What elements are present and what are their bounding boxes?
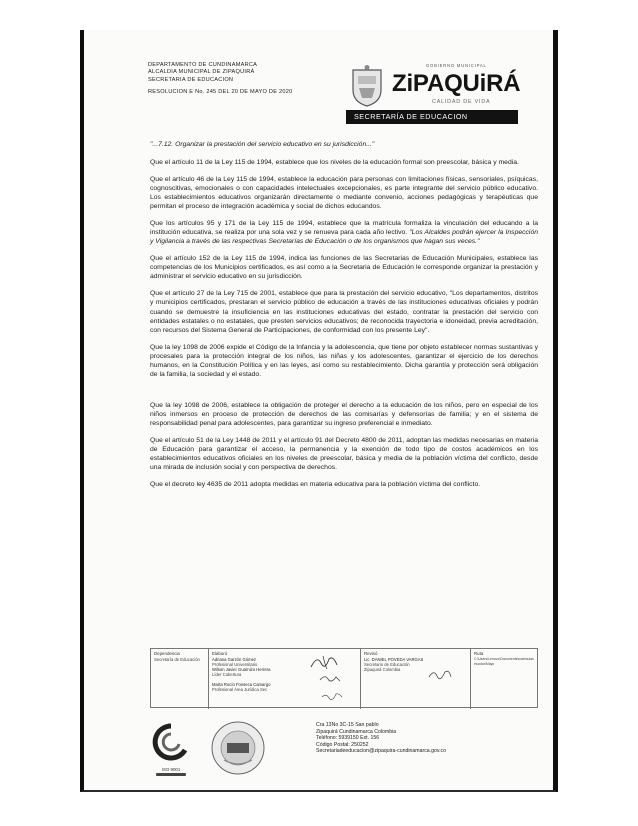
logo-tagline: CALIDAD DE VIDA: [432, 99, 491, 105]
handwritten-signature-icon: [319, 673, 341, 683]
signature-table: [150, 648, 538, 708]
dependencia-header: Dependencia: [154, 651, 180, 656]
handwritten-signature-icon: [321, 691, 343, 701]
signer-name: Adriana Garzón Gómez: [212, 657, 256, 662]
logo-superscript: GOBIERNO MUNICIPAL: [426, 63, 487, 68]
header-institution: [148, 62, 348, 95]
signer-role: Profesional Universitario: [212, 662, 258, 667]
paragraph: [150, 219, 538, 246]
reviewer-name: Lic. DANIEL POVEDA VARGAS: [364, 657, 424, 662]
handwritten-signature-icon: [309, 653, 339, 671]
org-line-3: SECRETARIA DE EDUCACION: [148, 76, 234, 83]
reviewer-role: Secretario de Educación: [364, 662, 410, 667]
signer-role: Líder Cobertura: [212, 672, 242, 677]
postal-code-line: Código Postal: 250252: [316, 741, 369, 748]
paragraph: Que el artículo 46 de la Ley 115 de 1994, establece la educación para personas con limitaciones físicas, sensoriales, psíquicas, cognoscitivas, emocionales o con capacidades intelectuales excepcionales, es parte integrante del servicio público educativo. Los establecimientos educativos organizarán directamente o mediante convenio, acciones pedagógicas y terapéuticas que permitan el proceso de integración académica y social de dichos educandos.: [150, 175, 538, 211]
dependencia-text: Secretaría de Educación: [154, 657, 200, 662]
coat-of-arms-icon: [350, 64, 384, 108]
paragraph: Que la ley 1098 de 2006, establece la obligación de proteger el derecho a la educación de los niños, pero en especial de los niños inmersos en proceso de protección de derechos de las comisarías y defensorías de familia; y en el sistema de responsabilidad penal para adolescentes, para garantizar su ingreso preferencial e inmediato.: [150, 401, 538, 427]
footer: [150, 718, 538, 782]
reviso-header: Revisó: [364, 651, 378, 656]
quality-seal-icon: [210, 720, 266, 776]
file-path: escolar\Mayo: [474, 662, 495, 666]
paragraph-text: Que los artículos 95 y 171 de la Ley 115 de 1994, establece que la matrícula formaliza la vinculación del educando a la institución educativa, se realiza por una sola vez y se renueva para cada año lectivo.: [150, 220, 538, 237]
reviewer-place: Zipaquirá Colombia: [364, 667, 401, 672]
handwritten-signature-icon: [427, 667, 453, 681]
elaboro-cell: [209, 649, 361, 709]
phone-line: Teléfono: 5939150 Ext. 156: [316, 735, 380, 742]
dependencia-cell: [151, 649, 209, 709]
paragraph: Que la ley 1098 de 2006 expide el Código de la Infancia y la adolescencia, que tiene por objeto establecer normas sustantivas y procesales para la protección integral de los niños, las niñas y los adolescentes, garantizar el ejercicio de los derechos humanos, en la Constitución Política y en las leyes, así como su restablecimiento. Dicha garantía y protección será obligación de la familia, la sociedad y el estado.: [150, 343, 538, 378]
paragraph: Que el decreto ley 4635 de 2011 adopta medidas en materia educativa para la población víctima del conflicto.: [150, 481, 481, 488]
quoted-article: "...7.12. Organizar la prestación del servicio educativo en su jurisdicción...": [150, 141, 375, 148]
spacer: [150, 387, 538, 401]
certification-logo-icon: [150, 722, 192, 776]
email-link[interactable]: Secretariadeeducacion@zipaquira-cundinamarca.gov.co: [316, 748, 447, 755]
paragraph: Que el artículo 152 de la Ley 115 de 1994, indica las funciones de las Secretarias de Educación Municipales, establece las competencias de los Municipios certificados, es así como a la Secretaria de Educación le corresponde organizar la prestación y administrar el servicio educativo en su jurisdicción.: [150, 255, 538, 281]
document-body: [150, 140, 538, 497]
section-bar: SECRETARÍA DE EDUCACION: [346, 110, 518, 124]
document-page: [80, 30, 558, 792]
org-line-2: ALCALDIA MUNICIPAL DE ZIPAQUIRÁ: [148, 69, 255, 76]
resolution-number: RESOLUCION E No. 245 DEL 20 DE MAYO DE 2020: [148, 89, 293, 96]
file-path: C:\Users\Lenovo\Documents\matriculas: [474, 657, 534, 661]
ruta-header: Ruta: [474, 651, 484, 656]
elaboro-header: Elaboró: [212, 651, 228, 656]
badge-text: ISO 9001: [161, 767, 181, 772]
paragraph: Que el artículo 11 de la Ley 115 de 1994, establece que los niveles de la educación formal son preescolar, básica y media.: [150, 159, 519, 167]
city-line: Zipaquirá Cundinamarca Colombia: [316, 728, 397, 735]
signer-name: Wilson Javier Guarnizo Herrera: [212, 667, 271, 672]
paragraph: Que el artículo 27 de la Ley 715 de 2001, establece que para la prestación del servicio educativo, "Los departamentos, distritos y municipios certificados, prestaran el servicio público de educación a través de las instituciones educativas oficiales y podrán cuando se demuestre la insuficiencia en las instituciones educativas del estado, contratar la prestación del servicio con entidades estatales o no estatales, que presten servicios educativos; de reconocida trayectoria e idoneidad, previa acreditación, con recursos del Sistema General de Participaciones, de conformidad con los presente Ley".: [150, 290, 538, 334]
paragraph: Que el artículo 51 de la Ley 1448 de 2011 y el artículo 91 del Decreto 4800 de 2011, adoptan las medidas necesarias en materia de Educación para garantizar el acceso, la permanencia y la exención de todo tipo de costos académicos en los establecimientos educativos oficiales en los niveles de preescolar, básica y media de la población víctima del conflicto, desde una mirada de inclusión social y con perspectiva de derechos.: [150, 436, 538, 472]
address-line: Cra 13No 3C-15 San pablo: [316, 722, 379, 728]
ruta-cell: [471, 649, 539, 709]
reviso-cell: [361, 649, 471, 709]
org-line-1: DEPARTAMENTO DE CUNDINAMARCA: [148, 62, 258, 68]
logo-brand: ZiPAQUiRÁ: [392, 70, 521, 97]
contact-address: [316, 722, 446, 755]
paragraph-italic-quote: "Los Alcaldes podrán ejercer la Inspección y Vigilancia a través de las respectivas Secretarías de Educación o de los organismos que hagan sus veces.": [150, 229, 538, 246]
signer-role: Profesional Área Jurídica Sec: [212, 687, 268, 692]
signer-name: Marta Rocío Fonseca Camargo: [212, 682, 271, 687]
